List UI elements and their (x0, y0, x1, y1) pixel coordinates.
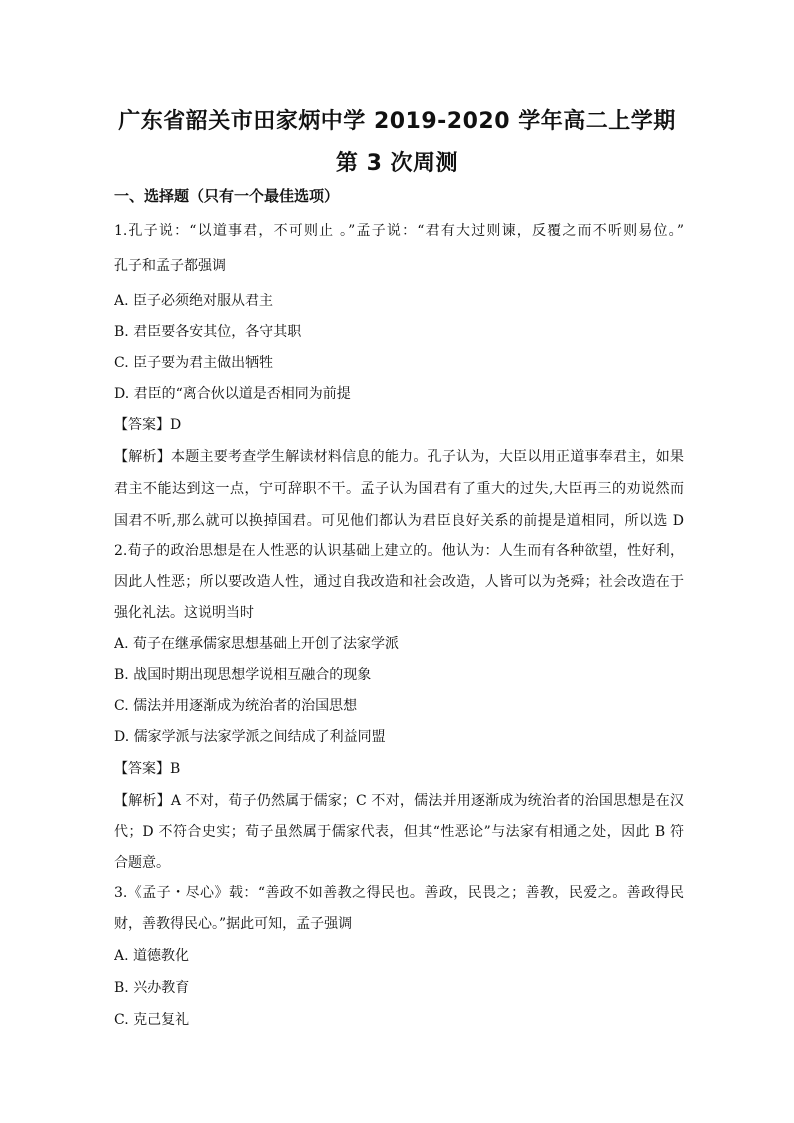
q2-option-a: A. 荀子在继承儒家思想基础上开创了法家学派 (114, 636, 400, 652)
q1-answer: 【答案】D (114, 417, 182, 433)
q1-stem-line-2: 孔子和孟子都强调 (114, 258, 226, 274)
document-title-line-2: 第 3 次周测 (335, 151, 459, 176)
document-title-line-1: 广东省韶关市田家炳中学 2019-2020 学年高二上学期 (118, 109, 676, 134)
q2-option-d: D. 儒家学派与法家学派之间结成了利益同盟 (114, 729, 386, 745)
q1-option-c: C. 臣子要为君主做出牺牲 (114, 355, 274, 371)
q2-analysis-line-3: 合题意。 (114, 855, 170, 871)
q2-answer: 【答案】B (114, 761, 181, 777)
q2-option-b: B. 战国时期出现思想学说相互融合的现象 (114, 667, 372, 683)
q1-option-b: B. 君臣要各安其位，各守其职 (114, 324, 302, 340)
q2-stem-line-2: 因此人性恶；所以要改造人性，通过自我改造和社会改造，人皆可以为尧舜；社会改造在于 (114, 574, 684, 590)
q1-analysis-line-3: 国君不听,那么就可以换掉国君。可见他们都认为君臣良好关系的前提是道相同，所以选 D (114, 513, 684, 529)
q2-option-c: C. 儒法并用逐渐成为统治者的治国思想 (114, 698, 358, 714)
q3-stem-line-1: 3.《孟子・尽心》载：“善政不如善教之得民也。善政，民畏之；善教，民爱之。善政得民 (114, 885, 684, 901)
q2-analysis-line-2: 代；D 不符合史实；荀子虽然属于儒家代表，但其“性恶论”与法家有相通之处，因此 B 符 (114, 824, 684, 840)
q1-option-d: D. 君臣的“离合伙以道是否相同为前提 (114, 386, 351, 402)
section-heading: 一、选择题（只有一个最佳选项） (114, 187, 340, 205)
q3-stem-line-2: 财，善教得民心。”据此可知，孟子强调 (114, 916, 353, 932)
q3-option-a: A. 道德教化 (114, 948, 190, 964)
q1-stem-line-1: 1.孔子说：“以道事君，不可则止 。”孟子说：“君有大过则谏，反覆之而不听则易位。” (114, 223, 684, 239)
q3-option-b: B. 兴办教育 (114, 980, 190, 996)
q2-analysis-line-1: 【解析】A 不对，荀子仍然属于儒家；C 不对，儒法并用逐渐成为统治者的治国思想是在汉 (114, 793, 684, 809)
q1-option-a: A. 臣子必须绝对服从君主 (114, 293, 274, 309)
q2-stem-line-1: 2.荀子的政治思想是在人性恶的认识基础上建立的。他认为：人生而有各种欲望，性好利， (114, 543, 684, 559)
q1-analysis-line-2: 君主不能达到这一点，宁可辞职不干。孟子认为国君有了重大的过失,大臣再三的劝说然而 (114, 481, 684, 497)
q3-option-c: C. 克己复礼 (114, 1012, 190, 1028)
q1-analysis-line-1: 【解析】本题主要考查学生解读材料信息的能力。孔子认为，大臣以用正道事奉君主，如果 (114, 449, 684, 465)
q2-stem-line-3: 强化礼法。这说明当时 (114, 605, 254, 621)
